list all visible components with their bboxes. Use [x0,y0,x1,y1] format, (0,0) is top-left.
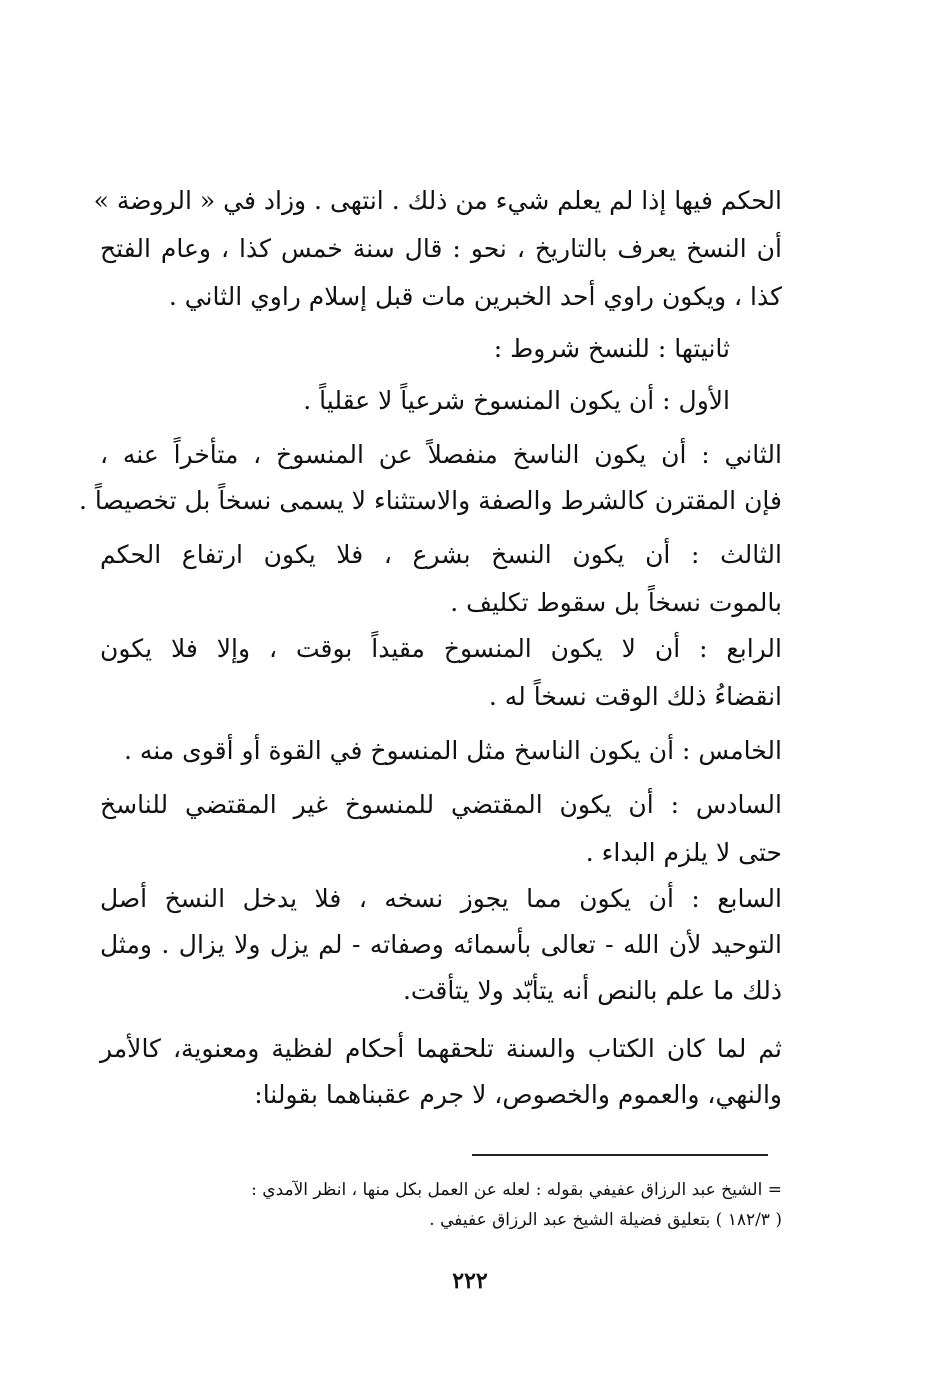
condition-third-line: بالموت نسخاً بل سقوط تكليف . [450,588,782,617]
condition-second-line: الثاني : أن يكون الناسخ منفصلاً عن المنسوخ ، متأخراً عنه ، [100,440,782,469]
footnote-line: ( ١٨٢/٣ ) بتعليق فضيلة الشيخ عبد الرزاق عفيفي . [429,1210,782,1230]
condition-third-line: الثالث : أن يكون النسخ بشرع ، فلا يكون ارتفاع الحكم [100,540,782,569]
closing-line: والنهي، والعموم والخصوص، لا جرم عقبناهما بقولنا: [254,1080,782,1109]
condition-sixth-line: السادس : أن يكون المقتضي للمنسوخ غير المقتضي للناسخ [100,790,782,819]
body-line: أن النسخ يعرف بالتاريخ ، نحو : قال سنة خمس كذا ، وعام الفتح [100,234,782,263]
condition-fourth-line: الرابع : أن لا يكون المنسوخ مقيداً بوقت ، وإلا فلا يكون [100,634,782,663]
condition-fifth: الخامس : أن يكون الناسخ مثل المنسوخ في القوة أو أقوى منه . [124,736,782,765]
condition-second-line: فإن المقترن كالشرط والصفة والاستثناء لا يسمى نسخاً بل تخصيصاً . [79,486,782,515]
condition-seventh-line: ذلك ما علم بالنص أنه يتأبّد ولا يتأقت. [402,976,782,1005]
section-heading: ثانيتها : للنسخ شروط : [493,334,730,363]
page-number: ٢٢٢ [452,1268,488,1294]
footnote-line: = الشيخ عبد الرزاق عفيفي بقوله : لعله عن العمل بكل منها ، انظر الآمدي : [251,1180,782,1200]
footnote-divider [472,1154,768,1156]
body-line: كذا ، ويكون راوي أحد الخبرين مات قبل إسلام راوي الثاني . [168,282,782,311]
condition-seventh-line: التوحيد لأن الله - تعالى بأسمائه وصفاته - لم يزل ولا يزال . ومثل [100,930,782,959]
condition-seventh-line: السابع : أن يكون مما يجوز نسخه ، فلا يدخل النسخ أصل [100,884,782,913]
body-line: الحكم فيها إذا لم يعلم شيء من ذلك . انتهى . وزاد في « الروضة » [93,186,782,215]
condition-first: الأول : أن يكون المنسوخ شرعياً لا عقلياً . [303,386,730,415]
condition-sixth-line: حتى لا يلزم البداء . [585,838,782,867]
closing-line: ثم لما كان الكتاب والسنة تلحقهما أحكام لفظية ومعنوية، كالأمر [100,1034,782,1063]
condition-fourth-line: انقضاءُ ذلك الوقت نسخاً له . [488,682,782,711]
